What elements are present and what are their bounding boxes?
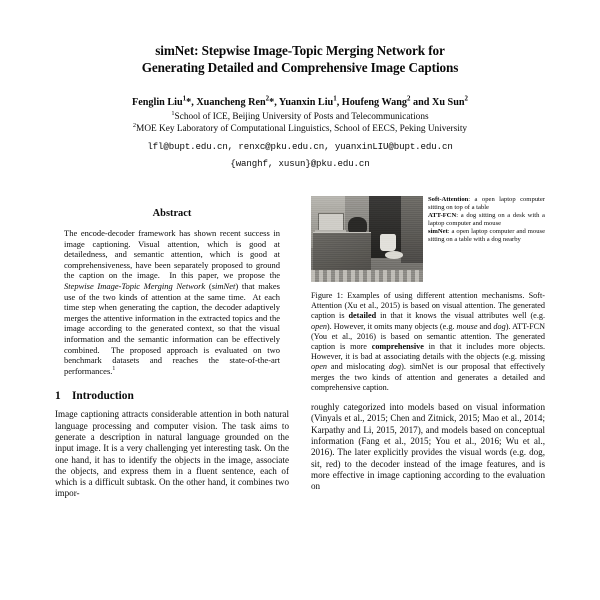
title-line-1: simNet: Stepwise Image-Topic Merging Network for bbox=[155, 43, 445, 58]
example-caption-text: : a dog sitting on a desk with a laptop computer and mouse bbox=[428, 212, 545, 228]
example-model-name: Soft-Attention bbox=[428, 196, 469, 203]
page-title bbox=[55, 42, 545, 76]
figure-caption-label: Figure 1: bbox=[311, 291, 343, 300]
left-column bbox=[55, 196, 289, 500]
example-simnet bbox=[428, 228, 545, 244]
introduction-heading bbox=[55, 390, 289, 402]
affiliation-2: $^2$MOE Key Laboratory of Computational Linguistics, School of EECS, Peking University bbox=[132, 122, 468, 135]
abstract-heading: Abstract bbox=[152, 208, 192, 219]
affiliation-1: $^1$School of ICE, Beijing University of Posts and Telecommunications bbox=[171, 109, 429, 122]
example-caption-text: : a open laptop computer sitting on top of a table bbox=[428, 196, 545, 212]
example-caption-text: : a open laptop computer and mouse sitting on a table with a dog nearby bbox=[428, 228, 545, 244]
section-title: Introduction bbox=[72, 390, 134, 403]
example-model-name: simNet bbox=[428, 228, 448, 236]
figure-caption: Figure 1: Examples of using different attention mechanisms. Soft-Attention (Xu et al., 2015) is based on visual attention. The generated caption is detailed in that it knows the visual attributes well (e.g. open). However, it omits many objects (e.g. mouse and dog). ATT-FCN (You et al., 2016) is based on semantic attention. The generated caption is more comprehensive in that it includes more objects. However, it is bad at associating details with the objects (e.g. missing open and mislocating dog). simNet is our proposal that effectively merges the two kinds of attention and generates a detailed and comprehensive caption. bbox=[311, 291, 546, 392]
figure-1 bbox=[311, 196, 545, 393]
figure-photo bbox=[311, 196, 423, 282]
example-soft-attention bbox=[428, 196, 545, 212]
example-model-name: ATT-FCN bbox=[428, 212, 457, 220]
abstract-body: The encode-decoder framework has shown recent success in image captioning. Visual attention, which is good at detailedness, and semantic attention, which is good at comprehensiveness, have been separately proposed to ground the caption on the image. In this paper, we propose the Stepwise Image-Topic Merging Network (simNet) that makes use of the two kinds of attention at the same time. At each time step when generating the caption, the decoder adaptively merges the attentive information in the extracted topics and the image according to the generated context, so that the visual information and the semantic information can be effectively combined. The proposed approach is evaluated on two benchmark datasets and reaches the state-of-the-art performances.$^1$ bbox=[64, 228, 280, 376]
section-number: 1 bbox=[55, 390, 61, 403]
figure-content-row bbox=[311, 196, 545, 282]
right-column bbox=[311, 196, 545, 500]
figure-example-captions bbox=[428, 196, 545, 245]
title-line-2: Generating Detailed and Comprehensive Image Captions bbox=[141, 60, 459, 75]
introduction-right-body: roughly categorized into models based on visual information (Vinyals et al., 2015; Chen and Zitnick, 2015; Mao et al., 2014; Karpathy and Li, 2015, 2017), and models based on conceptual information (Fang et al., 2015; You et al., 2016; Wu et al., 2016). The later explicitly provides the visual words (e.g. dog, sit, red) to the decoder instead of the image features, and is more effective in image captioning according to the evaluation on bbox=[311, 402, 545, 492]
email-line-2: {wanghf, xusun}@pku.edu.cn bbox=[230, 157, 370, 169]
email-line-1: lfl@bupt.edu.cn, renxc@pku.edu.cn, yuanxinLIU@bupt.edu.cn bbox=[147, 140, 453, 152]
author-list: Fenglin Liu$^1$*, Xuancheng Ren$^2$*, Yuanxin Liu$^1$, Houfeng Wang$^2$ and Xu Sun$^2$ bbox=[131, 95, 469, 108]
example-att-fcn bbox=[428, 212, 545, 228]
introduction-left-body: Image captioning attracts considerable attention in both natural language processing and computer vision. The task aims to generate a description in natural language grounded on the input image. It is a very challenging yet interesting task. On the one hand, it has to identify the objects in the image, associate the objects, and express them in a fluent sentence, each of which is a difficult subtask. On the other hand, it combines two impor- bbox=[55, 409, 289, 499]
two-column-body bbox=[55, 196, 545, 500]
